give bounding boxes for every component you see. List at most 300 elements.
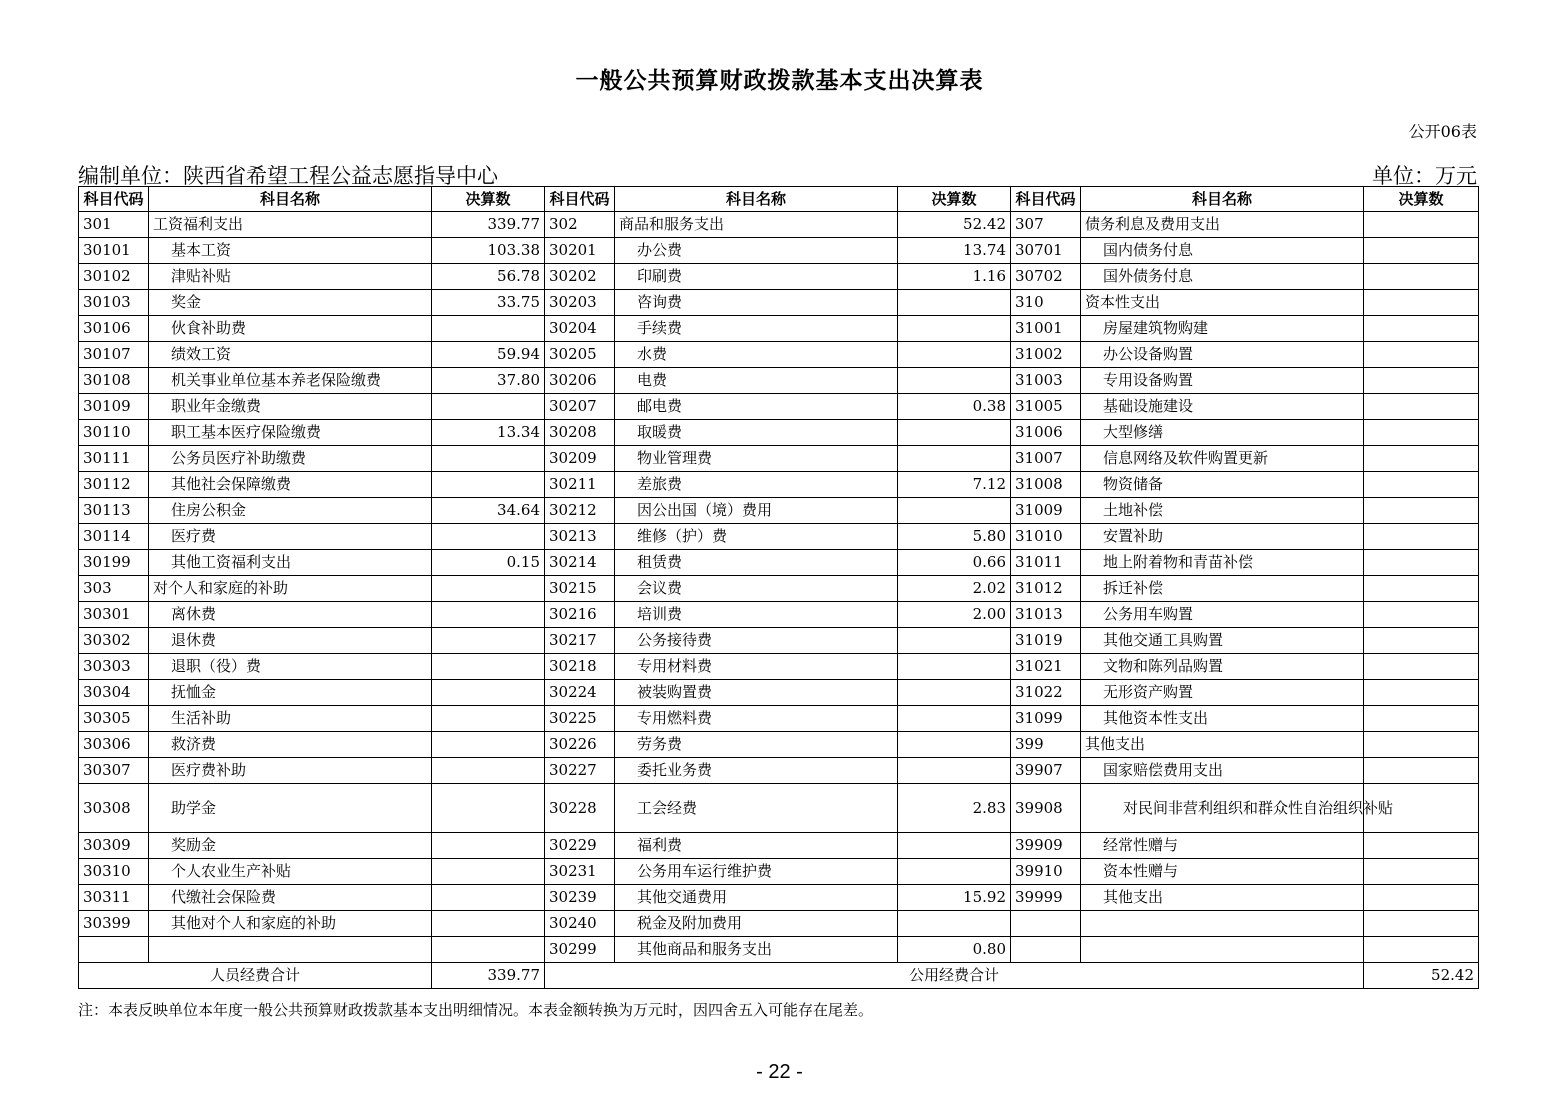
amount-3: [1364, 885, 1479, 911]
subject-name-2: 其他商品和服务支出: [615, 937, 898, 963]
page-number: - 22 -: [756, 1061, 803, 1083]
expenditure-table: [78, 186, 1479, 989]
personnel-total-label: 人员经费合计: [79, 963, 432, 989]
table-row: [79, 833, 1479, 859]
amount-1: [432, 576, 545, 602]
table-row: [79, 706, 1479, 732]
subject-name-3: 经常性赠与: [1081, 833, 1364, 859]
public-total-value: 52.42: [1364, 963, 1479, 989]
table-row: [79, 680, 1479, 706]
table-row: [79, 394, 1479, 420]
table-row: [79, 368, 1479, 394]
subject-code-3: 31099: [1011, 706, 1081, 732]
subject-name-3: 公务用车购置: [1081, 602, 1364, 628]
header-name-1: 科目名称: [149, 187, 432, 212]
subject-name-2: 被装购置费: [615, 680, 898, 706]
subject-name-2: 委托业务费: [615, 758, 898, 784]
amount-2: 0.80: [898, 937, 1011, 963]
subject-name-2: 公务用车运行维护费: [615, 859, 898, 885]
subject-code-3: 30702: [1011, 264, 1081, 290]
subject-code-2: 30227: [545, 758, 615, 784]
subject-name-2: 商品和服务支出: [615, 212, 898, 238]
subject-name-1: 抚恤金: [149, 680, 432, 706]
subject-code-3: 31002: [1011, 342, 1081, 368]
table-row: [79, 602, 1479, 628]
subject-code-2: 30207: [545, 394, 615, 420]
subject-name-2: 印刷费: [615, 264, 898, 290]
footnote: 注：本表反映单位本年度一般公共预算财政拨款基本支出明细情况。本表金额转换为万元时，因四舍五入可能存在尾差。: [78, 1001, 874, 1019]
subject-code-1: 30103: [79, 290, 149, 316]
subject-name-3: 专用设备购置: [1081, 368, 1364, 394]
amount-1: 56.78: [432, 264, 545, 290]
subject-code-2: 30206: [545, 368, 615, 394]
subject-name-1: [149, 937, 432, 963]
subject-code-1: 30111: [79, 446, 149, 472]
subject-code-3: 310: [1011, 290, 1081, 316]
subject-code-1: 30303: [79, 654, 149, 680]
subject-name-1: 奖金: [149, 290, 432, 316]
subject-name-2: 公务接待费: [615, 628, 898, 654]
subject-name-2: 取暖费: [615, 420, 898, 446]
amount-2: 2.00: [898, 602, 1011, 628]
subject-name-2: 培训费: [615, 602, 898, 628]
subject-code-2: 30212: [545, 498, 615, 524]
amount-3: [1364, 628, 1479, 654]
subject-code-1: 30106: [79, 316, 149, 342]
amount-1: [432, 654, 545, 680]
subject-code-3: 39907: [1011, 758, 1081, 784]
subject-code-3: 31013: [1011, 602, 1081, 628]
amount-2: 1.16: [898, 264, 1011, 290]
subject-name-3: 其他支出: [1081, 885, 1364, 911]
amount-2: [898, 654, 1011, 680]
amount-3: [1364, 472, 1479, 498]
subject-name-2: 邮电费: [615, 394, 898, 420]
amount-2: [898, 758, 1011, 784]
subject-code-2: 30228: [545, 784, 615, 833]
amount-2: 5.80: [898, 524, 1011, 550]
subject-name-1: 其他社会保障缴费: [149, 472, 432, 498]
subject-name-1: 对个人和家庭的补助: [149, 576, 432, 602]
amount-2: 7.12: [898, 472, 1011, 498]
page-title: 一般公共预算财政拨款基本支出决算表: [575, 67, 984, 94]
subject-name-3: 其他支出: [1081, 732, 1364, 758]
subject-code-1: 301: [79, 212, 149, 238]
subject-code-2: 30209: [545, 446, 615, 472]
subject-code-2: 302: [545, 212, 615, 238]
subject-code-2: 30211: [545, 472, 615, 498]
amount-2: 13.74: [898, 238, 1011, 264]
amount-1: [432, 316, 545, 342]
personnel-total-value: 339.77: [432, 963, 545, 989]
subject-name-1: 基本工资: [149, 238, 432, 264]
header-row: [79, 187, 1479, 212]
amount-2: [898, 680, 1011, 706]
amount-3: [1364, 602, 1479, 628]
subject-name-2: 专用材料费: [615, 654, 898, 680]
subject-name-2: 办公费: [615, 238, 898, 264]
subject-code-1: 30114: [79, 524, 149, 550]
subject-name-1: 个人农业生产补贴: [149, 859, 432, 885]
table-row: [79, 937, 1479, 963]
subject-code-1: 30301: [79, 602, 149, 628]
subject-code-2: 30203: [545, 290, 615, 316]
amount-3: [1364, 859, 1479, 885]
subject-code-3: 39908: [1011, 784, 1081, 833]
subject-name-3: [1081, 937, 1364, 963]
subject-name-2: 会议费: [615, 576, 898, 602]
subject-name-3: 办公设备购置: [1081, 342, 1364, 368]
amount-3: [1364, 446, 1479, 472]
subject-code-3: 39909: [1011, 833, 1081, 859]
table-row: [79, 784, 1479, 833]
table-row: [79, 472, 1479, 498]
table-row: [79, 859, 1479, 885]
table-row: [79, 524, 1479, 550]
amount-2: [898, 316, 1011, 342]
subject-name-1: 医疗费: [149, 524, 432, 550]
subject-name-1: 工资福利支出: [149, 212, 432, 238]
amount-2: [898, 342, 1011, 368]
subject-name-2: 手续费: [615, 316, 898, 342]
amount-3: [1364, 524, 1479, 550]
amount-3: [1364, 732, 1479, 758]
subject-name-1: 其他对个人和家庭的补助: [149, 911, 432, 937]
form-number: 公开06表: [1408, 122, 1477, 141]
amount-2: 2.02: [898, 576, 1011, 602]
subject-code-2: 30240: [545, 911, 615, 937]
subject-code-2: 30213: [545, 524, 615, 550]
amount-3: [1364, 937, 1479, 963]
subject-name-1: 伙食补助费: [149, 316, 432, 342]
subject-name-3: 资本性支出: [1081, 290, 1364, 316]
subject-name-2: 工会经费: [615, 784, 898, 833]
subject-name-2: 咨询费: [615, 290, 898, 316]
amount-3: [1364, 264, 1479, 290]
amount-2: 15.92: [898, 885, 1011, 911]
subject-code-1: 30305: [79, 706, 149, 732]
header-name-2: 科目名称: [615, 187, 898, 212]
table-row: [79, 732, 1479, 758]
currency-unit: 单位：万元: [1372, 164, 1477, 188]
subject-code-1: 30199: [79, 550, 149, 576]
subject-code-1: 30304: [79, 680, 149, 706]
amount-3: [1364, 654, 1479, 680]
amount-1: [432, 937, 545, 963]
table-row: [79, 885, 1479, 911]
header-code-3: 科目代码: [1011, 187, 1081, 212]
subject-code-3: 31010: [1011, 524, 1081, 550]
header-amount-2: 决算数: [898, 187, 1011, 212]
amount-1: 13.34: [432, 420, 545, 446]
amount-1: [432, 446, 545, 472]
subject-code-1: 30109: [79, 394, 149, 420]
subject-code-3: 31001: [1011, 316, 1081, 342]
subject-name-1: 职工基本医疗保险缴费: [149, 420, 432, 446]
subject-name-1: 退休费: [149, 628, 432, 654]
amount-2: [898, 833, 1011, 859]
subject-name-3: 基础设施建设: [1081, 394, 1364, 420]
table-row: [79, 576, 1479, 602]
amount-2: [898, 498, 1011, 524]
subject-name-1: 公务员医疗补助缴费: [149, 446, 432, 472]
subject-name-1: 生活补助: [149, 706, 432, 732]
amount-1: [432, 911, 545, 937]
subject-code-1: 30399: [79, 911, 149, 937]
subject-name-3: 信息网络及软件购置更新: [1081, 446, 1364, 472]
subject-code-3: 31009: [1011, 498, 1081, 524]
amount-3: [1364, 833, 1479, 859]
subject-name-3: 国内债务付息: [1081, 238, 1364, 264]
subject-code-3: 31019: [1011, 628, 1081, 654]
subject-code-3: 31003: [1011, 368, 1081, 394]
amount-3: [1364, 706, 1479, 732]
table-row: [79, 264, 1479, 290]
amount-2: 0.66: [898, 550, 1011, 576]
amount-3: [1364, 498, 1479, 524]
table-row: [79, 420, 1479, 446]
table-row: [79, 498, 1479, 524]
subject-name-1: 救济费: [149, 732, 432, 758]
subject-code-3: [1011, 937, 1081, 963]
subject-name-3: 其他交通工具购置: [1081, 628, 1364, 654]
amount-1: [432, 859, 545, 885]
amount-1: [432, 732, 545, 758]
table-row: [79, 911, 1479, 937]
header-amount-1: 决算数: [432, 187, 545, 212]
subject-name-2: 物业管理费: [615, 446, 898, 472]
subject-code-2: 30201: [545, 238, 615, 264]
amount-2: [898, 446, 1011, 472]
subject-name-2: 劳务费: [615, 732, 898, 758]
amount-1: [432, 833, 545, 859]
subject-code-1: 30102: [79, 264, 149, 290]
subject-code-3: 31022: [1011, 680, 1081, 706]
amount-1: 37.80: [432, 368, 545, 394]
subject-code-1: 30110: [79, 420, 149, 446]
amount-3: [1364, 316, 1479, 342]
table-row: [79, 342, 1479, 368]
subject-name-1: 其他工资福利支出: [149, 550, 432, 576]
subject-code-2: 30218: [545, 654, 615, 680]
subject-name-1: 机关事业单位基本养老保险缴费: [149, 368, 432, 394]
amount-1: [432, 394, 545, 420]
amount-1: 59.94: [432, 342, 545, 368]
amount-2: [898, 706, 1011, 732]
subject-code-1: 30308: [79, 784, 149, 833]
subject-code-1: 30101: [79, 238, 149, 264]
subject-code-3: 307: [1011, 212, 1081, 238]
amount-2: 2.83: [898, 784, 1011, 833]
subject-name-1: 代缴社会保险费: [149, 885, 432, 911]
subject-name-3: 地上附着物和青苗补偿: [1081, 550, 1364, 576]
subject-name-3: 物资储备: [1081, 472, 1364, 498]
subject-name-3: [1081, 911, 1364, 937]
subject-code-2: 30217: [545, 628, 615, 654]
amount-2: 0.38: [898, 394, 1011, 420]
subject-code-3: 31011: [1011, 550, 1081, 576]
subject-code-2: 30208: [545, 420, 615, 446]
table-row: [79, 290, 1479, 316]
subject-code-1: 30108: [79, 368, 149, 394]
amount-1: [432, 472, 545, 498]
subject-name-3: 土地补偿: [1081, 498, 1364, 524]
subject-name-2: 其他交通费用: [615, 885, 898, 911]
amount-1: 34.64: [432, 498, 545, 524]
subject-code-2: 30202: [545, 264, 615, 290]
subject-name-3: 资本性赠与: [1081, 859, 1364, 885]
amount-1: [432, 784, 545, 833]
amount-3: [1364, 290, 1479, 316]
subject-code-2: 30224: [545, 680, 615, 706]
amount-3: [1364, 576, 1479, 602]
header-name-3: 科目名称: [1081, 187, 1364, 212]
subject-code-1: 30309: [79, 833, 149, 859]
subject-code-3: 31007: [1011, 446, 1081, 472]
subject-code-3: 39910: [1011, 859, 1081, 885]
amount-1: [432, 628, 545, 654]
subject-code-3: 30701: [1011, 238, 1081, 264]
subject-code-2: 30299: [545, 937, 615, 963]
subject-code-1: 30302: [79, 628, 149, 654]
subject-code-3: 39999: [1011, 885, 1081, 911]
subject-code-1: 30310: [79, 859, 149, 885]
amount-2: [898, 368, 1011, 394]
table-row: [79, 316, 1479, 342]
subject-name-1: 医疗费补助: [149, 758, 432, 784]
subject-code-1: 30107: [79, 342, 149, 368]
amount-2: [898, 628, 1011, 654]
amount-1: 103.38: [432, 238, 545, 264]
amount-3: [1364, 911, 1479, 937]
subject-name-2: 税金及附加费用: [615, 911, 898, 937]
table-row: [79, 628, 1479, 654]
subject-name-1: 奖励金: [149, 833, 432, 859]
table-row: [79, 758, 1479, 784]
table-row: [79, 550, 1479, 576]
subject-code-2: 30214: [545, 550, 615, 576]
amount-1: 33.75: [432, 290, 545, 316]
amount-1: [432, 758, 545, 784]
subject-code-1: 30112: [79, 472, 149, 498]
amount-2: [898, 859, 1011, 885]
subject-name-3: 房屋建筑物购建: [1081, 316, 1364, 342]
subject-code-2: 30215: [545, 576, 615, 602]
subject-code-2: 30239: [545, 885, 615, 911]
amount-1: [432, 885, 545, 911]
subject-code-1: 30311: [79, 885, 149, 911]
public-total-label: 公用经费合计: [545, 963, 1364, 989]
amount-3: [1364, 420, 1479, 446]
subject-code-1: 30307: [79, 758, 149, 784]
subject-name-2: 电费: [615, 368, 898, 394]
amount-3: [1364, 238, 1479, 264]
subject-name-3: 大型修缮: [1081, 420, 1364, 446]
subject-name-1: 职业年金缴费: [149, 394, 432, 420]
subject-name-3: 国家赔偿费用支出: [1081, 758, 1364, 784]
subject-code-2: 30225: [545, 706, 615, 732]
amount-3: [1364, 680, 1479, 706]
table-row: [79, 212, 1479, 238]
subject-code-3: [1011, 911, 1081, 937]
subject-name-3: 安置补助: [1081, 524, 1364, 550]
subject-code-1: 30113: [79, 498, 149, 524]
amount-1: [432, 602, 545, 628]
subject-name-3: 文物和陈列品购置: [1081, 654, 1364, 680]
subject-code-3: 31012: [1011, 576, 1081, 602]
subject-name-2: 差旅费: [615, 472, 898, 498]
subject-name-1: 退职（役）费: [149, 654, 432, 680]
subject-code-1: [79, 937, 149, 963]
amount-3: [1364, 550, 1479, 576]
subject-name-3: 国外债务付息: [1081, 264, 1364, 290]
subject-code-2: 30205: [545, 342, 615, 368]
subject-code-3: 399: [1011, 732, 1081, 758]
amount-3: [1364, 394, 1479, 420]
subject-code-3: 31008: [1011, 472, 1081, 498]
amount-2: [898, 420, 1011, 446]
subject-name-1: 绩效工资: [149, 342, 432, 368]
amount-1: [432, 524, 545, 550]
amount-2: [898, 911, 1011, 937]
subject-name-3: 无形资产购置: [1081, 680, 1364, 706]
subject-code-1: 303: [79, 576, 149, 602]
subject-code-3: 31006: [1011, 420, 1081, 446]
subject-name-1: 助学金: [149, 784, 432, 833]
header-amount-3: 决算数: [1364, 187, 1479, 212]
amount-3: [1364, 758, 1479, 784]
subject-name-3: 其他资本性支出: [1081, 706, 1364, 732]
subject-name-3: 对民间非营利组织和群众性自治组织补贴: [1081, 784, 1364, 833]
amount-3: [1364, 342, 1479, 368]
amount-2: [898, 290, 1011, 316]
subject-code-3: 31005: [1011, 394, 1081, 420]
table-row: [79, 654, 1479, 680]
subject-name-1: 住房公积金: [149, 498, 432, 524]
amount-3: [1364, 212, 1479, 238]
table-row: [79, 238, 1479, 264]
subject-name-3: 债务利息及费用支出: [1081, 212, 1364, 238]
subject-code-2: 30216: [545, 602, 615, 628]
subject-name-2: 专用燃料费: [615, 706, 898, 732]
subject-code-3: 31021: [1011, 654, 1081, 680]
header-code-2: 科目代码: [545, 187, 615, 212]
subject-code-1: 30306: [79, 732, 149, 758]
subject-name-3: 拆迁补偿: [1081, 576, 1364, 602]
amount-2: 52.42: [898, 212, 1011, 238]
amount-1: 0.15: [432, 550, 545, 576]
amount-1: 339.77: [432, 212, 545, 238]
subject-name-1: 津贴补贴: [149, 264, 432, 290]
subject-code-2: 30231: [545, 859, 615, 885]
subject-name-2: 因公出国（境）费用: [615, 498, 898, 524]
amount-2: [898, 732, 1011, 758]
header-code-1: 科目代码: [79, 187, 149, 212]
amount-1: [432, 706, 545, 732]
subject-name-2: 水费: [615, 342, 898, 368]
amount-3: [1364, 368, 1479, 394]
totals-row: [79, 963, 1479, 989]
subject-name-2: 维修（护）费: [615, 524, 898, 550]
subject-code-2: 30226: [545, 732, 615, 758]
subject-name-2: 租赁费: [615, 550, 898, 576]
subject-code-2: 30229: [545, 833, 615, 859]
reporting-unit: 编制单位：陕西省希望工程公益志愿指导中心: [78, 164, 498, 188]
table-row: [79, 446, 1479, 472]
amount-1: [432, 680, 545, 706]
subject-code-2: 30204: [545, 316, 615, 342]
subject-name-2: 福利费: [615, 833, 898, 859]
